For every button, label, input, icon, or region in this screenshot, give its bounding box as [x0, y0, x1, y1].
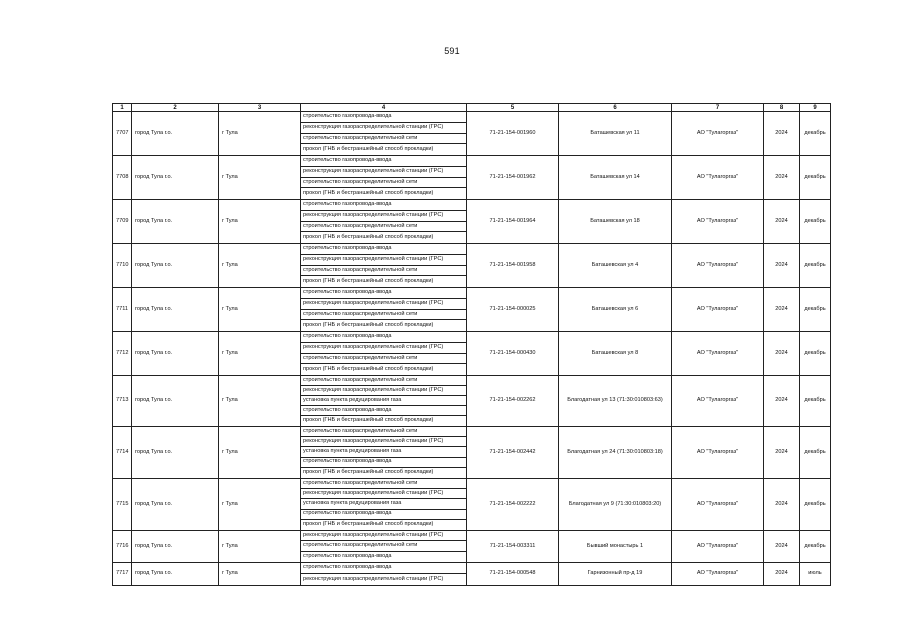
work-item: реконструкция газораспределительной станции (ГРС)	[301, 489, 466, 499]
work-item: прокол (ГНБ и бестраншейный способ прокладки)	[303, 365, 434, 372]
operator-cell: АО "Тулагоргаз"	[672, 530, 764, 562]
works-cell	[301, 376, 467, 427]
works-cell	[301, 156, 467, 200]
header-cell: 8	[764, 104, 800, 112]
object-code-cell: 71-21-154-001958	[467, 244, 559, 288]
register-table	[112, 103, 831, 586]
object-code-cell: 71-21-154-001960	[467, 112, 559, 156]
month-cell: июль	[800, 562, 831, 585]
address-cell: Благодатная ул 9 (71:30:010803:20)	[559, 478, 672, 530]
table-row	[113, 562, 831, 585]
works-cell	[301, 562, 467, 585]
work-item: строительство газопровода-ввода	[301, 288, 466, 299]
table-row	[113, 332, 831, 376]
object-code-cell: 71-21-154-001964	[467, 200, 559, 244]
locality-cell: г Тула	[219, 427, 301, 479]
work-item: реконструкция газораспределительной станции (ГРС)	[301, 255, 466, 266]
page-number: 591	[444, 46, 460, 56]
municipality-cell: город Тула г.о.	[132, 562, 219, 585]
address-cell: Баташевская ул 11	[559, 112, 672, 156]
work-item: строительство газопровода-ввода	[301, 458, 466, 468]
month-cell: декабрь	[800, 376, 831, 427]
work-item: строительство газопровода-ввода	[301, 112, 466, 123]
work-item: строительство газопровода-ввода	[301, 332, 466, 343]
table-row	[113, 478, 831, 530]
locality-cell: г Тула	[219, 288, 301, 332]
works-cell	[301, 478, 467, 530]
work-item: прокол (ГНБ и бестраншейный способ прокладки)	[303, 189, 434, 196]
row-number: 7716	[113, 530, 132, 562]
table-row	[113, 112, 831, 156]
work-item: строительство газораспределительной сети	[301, 266, 466, 277]
row-number: 7715	[113, 478, 132, 530]
object-code-cell: 71-21-154-001962	[467, 156, 559, 200]
header-cell: 9	[800, 104, 831, 112]
locality-cell: г Тула	[219, 200, 301, 244]
operator-cell: АО "Тулагоргаз"	[672, 244, 764, 288]
month-cell: декабрь	[800, 332, 831, 376]
locality-cell: г Тула	[219, 156, 301, 200]
locality-cell: г Тула	[219, 244, 301, 288]
year-cell: 2024	[764, 376, 800, 427]
year-cell: 2024	[764, 200, 800, 244]
object-code-cell: 71-21-154-000548	[467, 562, 559, 585]
year-cell: 2024	[764, 156, 800, 200]
work-item: строительство газораспределительной сети	[301, 427, 466, 437]
operator-cell: АО "Тулагоргаз"	[672, 427, 764, 479]
municipality-cell: город Тула г.о.	[132, 200, 219, 244]
work-item: прокол (ГНБ и бестраншейный способ прокладки)	[303, 321, 434, 328]
locality-cell: г Тула	[219, 112, 301, 156]
work-item: строительство газораспределительной сети	[301, 310, 466, 321]
address-cell: Бывший монастырь 1	[559, 530, 672, 562]
object-code-cell: 71-21-154-003311	[467, 530, 559, 562]
work-item: строительство газопровода-ввода	[301, 244, 466, 255]
year-cell: 2024	[764, 478, 800, 530]
month-cell: декабрь	[800, 478, 831, 530]
works-cell	[301, 244, 467, 288]
year-cell: 2024	[764, 244, 800, 288]
month-cell: декабрь	[800, 288, 831, 332]
table-row	[113, 156, 831, 200]
work-item: строительство газораспределительной сети	[301, 178, 466, 189]
locality-cell: г Тула	[219, 530, 301, 562]
table-row	[113, 244, 831, 288]
table-row	[113, 200, 831, 244]
work-item: строительство газораспределительной сети	[301, 376, 466, 386]
work-item: строительство газопровода-ввода	[303, 552, 392, 559]
address-cell: Баташевская ул 14	[559, 156, 672, 200]
municipality-cell: город Тула г.о.	[132, 376, 219, 427]
municipality-cell: город Тула г.о.	[132, 244, 219, 288]
table-row	[113, 427, 831, 479]
locality-cell: г Тула	[219, 376, 301, 427]
works-cell	[301, 112, 467, 156]
work-item: реконструкция газораспределительной станции (ГРС)	[301, 299, 466, 310]
work-item: строительство газопровода-ввода	[301, 200, 466, 211]
month-cell: декабрь	[800, 427, 831, 479]
work-item: строительство газораспределительной сети	[301, 222, 466, 233]
work-item: прокол (ГНБ и бестраншейный способ прокладки)	[303, 233, 434, 240]
header-cell: 6	[559, 104, 672, 112]
municipality-cell: город Тула г.о.	[132, 530, 219, 562]
month-cell: декабрь	[800, 112, 831, 156]
month-cell: декабрь	[800, 200, 831, 244]
address-cell: Гарнизонный пр-д 19	[559, 562, 672, 585]
work-item: реконструкция газораспределительной станции (ГРС)	[301, 386, 466, 396]
operator-cell: АО "Тулагоргаз"	[672, 478, 764, 530]
work-item: прокол (ГНБ и бестраншейный способ прокладки)	[303, 145, 434, 152]
work-item: реконструкция газораспределительной станции (ГРС)	[301, 437, 466, 447]
work-item: строительство газораспределительной сети	[301, 479, 466, 489]
operator-cell: АО "Тулагоргаз"	[672, 112, 764, 156]
address-cell: Благодатная ул 13 (71:30:010803:63)	[559, 376, 672, 427]
work-item: прокол (ГНБ и бестраншейный способ прокладки)	[303, 277, 434, 284]
header-cell: 5	[467, 104, 559, 112]
month-cell: декабрь	[800, 156, 831, 200]
works-cell	[301, 427, 467, 479]
address-cell: Баташевская ул 18	[559, 200, 672, 244]
work-item: реконструкция газораспределительной станции (ГРС)	[301, 343, 466, 354]
object-code-cell: 71-21-154-002222	[467, 478, 559, 530]
work-item: прокол (ГНБ и бестраншейный способ прокладки)	[303, 520, 434, 527]
work-item: строительство газопровода-ввода	[301, 156, 466, 167]
operator-cell: АО "Тулагоргаз"	[672, 288, 764, 332]
table-row	[113, 288, 831, 332]
work-item: прокол (ГНБ и бестраншейный способ прокладки)	[303, 417, 434, 424]
header-cell: 7	[672, 104, 764, 112]
year-cell: 2024	[764, 562, 800, 585]
object-code-cell: 71-21-154-002442	[467, 427, 559, 479]
address-cell: Баташевская ул 4	[559, 244, 672, 288]
header-cell: 2	[132, 104, 219, 112]
locality-cell: г Тула	[219, 562, 301, 585]
row-number: 7707	[113, 112, 132, 156]
row-number: 7714	[113, 427, 132, 479]
year-cell: 2024	[764, 530, 800, 562]
row-number: 7713	[113, 376, 132, 427]
municipality-cell: город Тула г.о.	[132, 427, 219, 479]
address-cell: Благодатная ул 24 (71:30:010803:18)	[559, 427, 672, 479]
works-cell	[301, 530, 467, 562]
work-item: строительство газораспределительной сети	[301, 134, 466, 145]
municipality-cell: город Тула г.о.	[132, 478, 219, 530]
municipality-cell: город Тула г.о.	[132, 112, 219, 156]
year-cell: 2024	[764, 332, 800, 376]
locality-cell: г Тула	[219, 478, 301, 530]
year-cell: 2024	[764, 112, 800, 156]
work-item: реконструкция газораспределительной станции (ГРС)	[303, 575, 444, 582]
row-number: 7717	[113, 562, 132, 585]
municipality-cell: город Тула г.о.	[132, 288, 219, 332]
work-item: строительство газопровода-ввода	[301, 563, 466, 574]
year-cell: 2024	[764, 427, 800, 479]
work-item: строительство газопровода-ввода	[301, 406, 466, 416]
header-cell: 1	[113, 104, 132, 112]
locality-cell: г Тула	[219, 332, 301, 376]
header-row	[113, 104, 831, 112]
table-row	[113, 376, 831, 427]
work-item: установка пункта редуцирования газа	[301, 499, 466, 509]
work-item: строительство газораспределительной сети	[301, 541, 466, 551]
operator-cell: АО "Тулагоргаз"	[672, 200, 764, 244]
row-number: 7711	[113, 288, 132, 332]
works-cell	[301, 332, 467, 376]
row-number: 7712	[113, 332, 132, 376]
work-item: реконструкция газораспределительной станции (ГРС)	[301, 123, 466, 134]
month-cell: декабрь	[800, 244, 831, 288]
object-code-cell: 71-21-154-000025	[467, 288, 559, 332]
row-number: 7708	[113, 156, 132, 200]
work-item: реконструкция газораспределительной станции (ГРС)	[301, 531, 466, 541]
operator-cell: АО "Тулагоргаз"	[672, 562, 764, 585]
work-item: строительство газопровода-ввода	[301, 510, 466, 520]
work-item: реконструкция газораспределительной станции (ГРС)	[301, 167, 466, 178]
header-cell: 3	[219, 104, 301, 112]
operator-cell: АО "Тулагоргаз"	[672, 332, 764, 376]
object-code-cell: 71-21-154-002262	[467, 376, 559, 427]
row-number: 7709	[113, 200, 132, 244]
work-item: прокол (ГНБ и бестраншейный способ прокладки)	[303, 469, 434, 476]
row-number: 7710	[113, 244, 132, 288]
year-cell: 2024	[764, 288, 800, 332]
municipality-cell: город Тула г.о.	[132, 332, 219, 376]
work-item: реконструкция газораспределительной станции (ГРС)	[301, 211, 466, 222]
month-cell: декабрь	[800, 530, 831, 562]
address-cell: Баташевская ул 6	[559, 288, 672, 332]
header-cell: 4	[301, 104, 467, 112]
work-item: строительство газораспределительной сети	[301, 354, 466, 365]
work-item: установка пункта редуцирования газа	[301, 396, 466, 406]
table-row	[113, 530, 831, 562]
address-cell: Баташевская ул 8	[559, 332, 672, 376]
works-cell	[301, 200, 467, 244]
object-code-cell: 71-21-154-000430	[467, 332, 559, 376]
operator-cell: АО "Тулагоргаз"	[672, 156, 764, 200]
works-cell	[301, 288, 467, 332]
work-item: установка пункта редуцирования газа	[301, 447, 466, 457]
municipality-cell: город Тула г.о.	[132, 156, 219, 200]
operator-cell: АО "Тулагоргаз"	[672, 376, 764, 427]
